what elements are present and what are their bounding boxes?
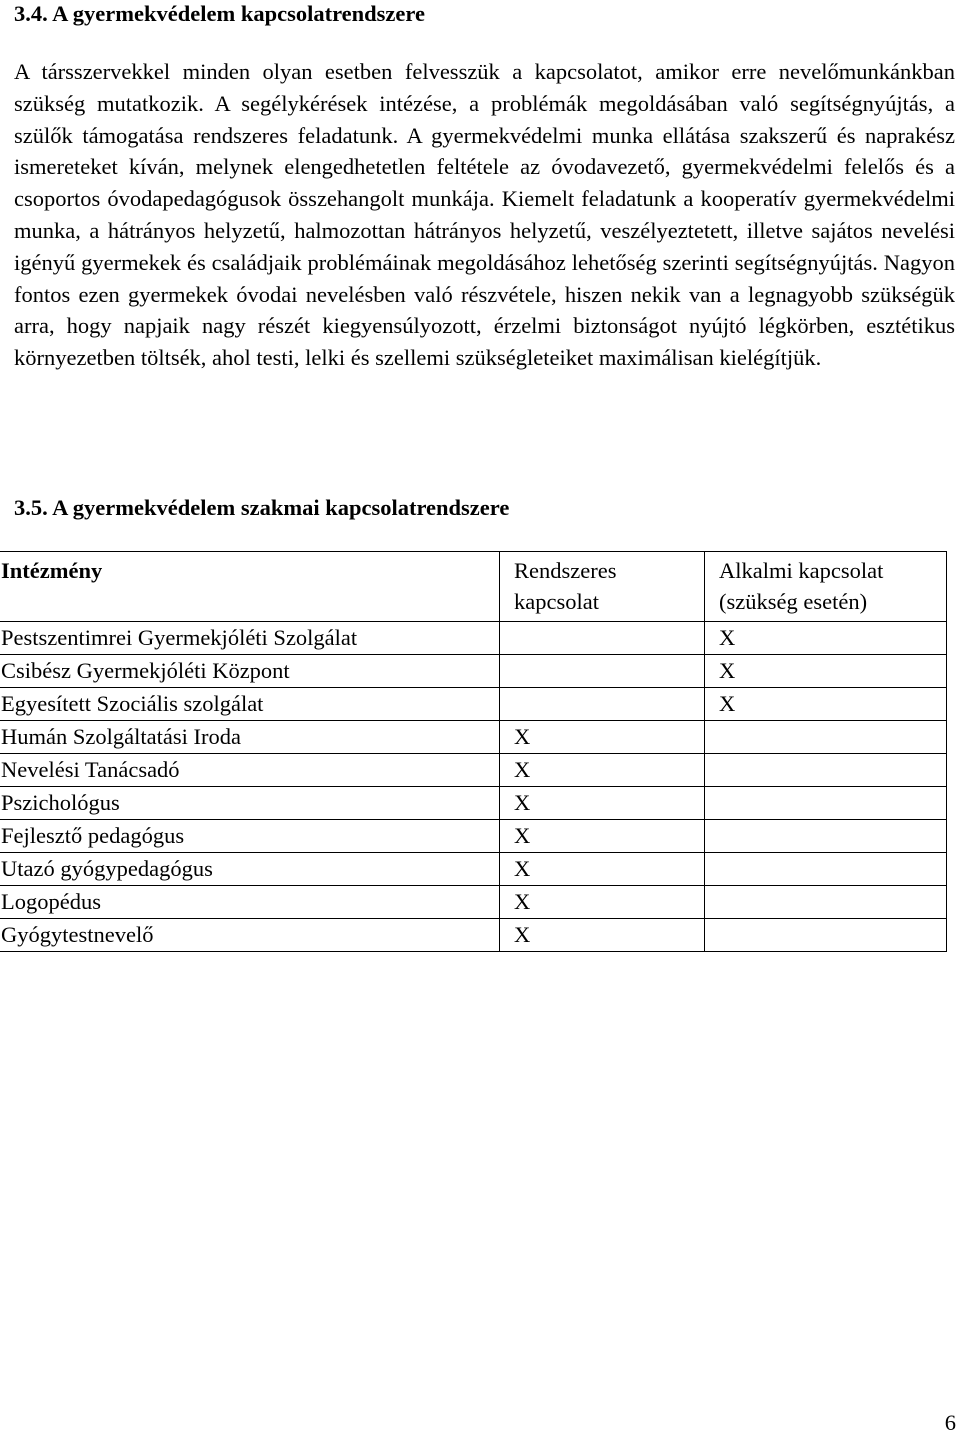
institution-cell: Utazó gyógypedagógus: [0, 853, 500, 886]
regular-cell: X: [500, 721, 705, 754]
section-heading-3-4: 3.4. A gyermekvédelem kapcsolatrendszere: [14, 1, 425, 26]
header-occasional: Alkalmi kapcsolat (szükség esetén): [705, 552, 947, 622]
table-row: [0, 655, 947, 688]
section-heading-3-5: 3.5. A gyermekvédelem szakmai kapcsolatrendszere: [14, 495, 510, 520]
occasional-cell: [705, 886, 947, 919]
institution-cell: Gyógytestnevelő: [0, 919, 500, 952]
institution-cell: Humán Szolgáltatási Iroda: [0, 721, 500, 754]
institution-cell: Nevelési Tanácsadó: [0, 754, 500, 787]
regular-cell: X: [500, 787, 705, 820]
regular-cell: X: [500, 820, 705, 853]
regular-cell: X: [500, 754, 705, 787]
table-header-row: [0, 552, 947, 622]
occasional-cell: X: [705, 688, 947, 721]
regular-cell: [500, 688, 705, 721]
institution-cell: Fejlesztő pedagógus: [0, 820, 500, 853]
table-row: [0, 886, 947, 919]
occasional-cell: [705, 853, 947, 886]
regular-cell: [500, 622, 705, 655]
table-row: [0, 688, 947, 721]
regular-cell: X: [500, 853, 705, 886]
table-row: [0, 853, 947, 886]
regular-cell: X: [500, 919, 705, 952]
page-number: 6: [944, 1410, 956, 1435]
occasional-cell: [705, 919, 947, 952]
occasional-cell: X: [705, 655, 947, 688]
section-paragraph: A társszervekkel minden olyan esetben felvesszük a kapcsolatot, amikor erre nevelőmunkánkban szükség mutatkozik. A segélykérések intézése, a problémák megoldásában való segítségnyújtás, a szülők támogatása rendszeres feladatunk. A gyermekvédelmi munka ellátása szakszerű és naprakész ismereteket kíván, melynek elengedhetetlen feltétele az óvodavezető, gyermekvédelmi felelős és a csoportos óvodapedagógusok összehangolt munkája. Kiemelt feladatunk a kooperatív gyermekvédelmi munka, a hátrányos helyzetű, halmozottan hátrányos helyzetű, veszélyeztetett, illetve sajátos nevelési igényű gyermekek és családjaik problémáinak megoldásához lehetőség szerinti segítségnyújtás. Nagyon fontos ezen gyermekek óvodai nevelésben való részvétele, hiszen nekik van a legnagyobb szükségük arra, hogy napjaik nagy részét kiegyensúlyozott, érzelmi biztonságot nyújtó légkörben, esztétikus környezetben töltsék, ahol testi, lelki és szellemi szükségleteiket maximálisan kielégítjük.: [14, 59, 955, 371]
header-institution: Intézmény: [0, 552, 500, 622]
regular-cell: [500, 655, 705, 688]
institution-cell: Pszichológus: [0, 787, 500, 820]
table-row: [0, 919, 947, 952]
table-row: [0, 721, 947, 754]
occasional-cell: X: [705, 622, 947, 655]
table-row: [0, 820, 947, 853]
occasional-cell: [705, 754, 947, 787]
occasional-cell: [705, 820, 947, 853]
table-row: [0, 622, 947, 655]
occasional-cell: [705, 721, 947, 754]
institution-cell: Csibész Gyermekjóléti Központ: [0, 655, 500, 688]
header-regular: Rendszeres kapcsolat: [500, 552, 705, 622]
occasional-cell: [705, 787, 947, 820]
contacts-table: [0, 551, 947, 952]
table-row: [0, 787, 947, 820]
table-row: [0, 754, 947, 787]
institution-cell: Logopédus: [0, 886, 500, 919]
institution-cell: Pestszentimrei Gyermekjóléti Szolgálat: [0, 622, 500, 655]
regular-cell: X: [500, 886, 705, 919]
institution-cell: Egyesített Szociális szolgálat: [0, 688, 500, 721]
